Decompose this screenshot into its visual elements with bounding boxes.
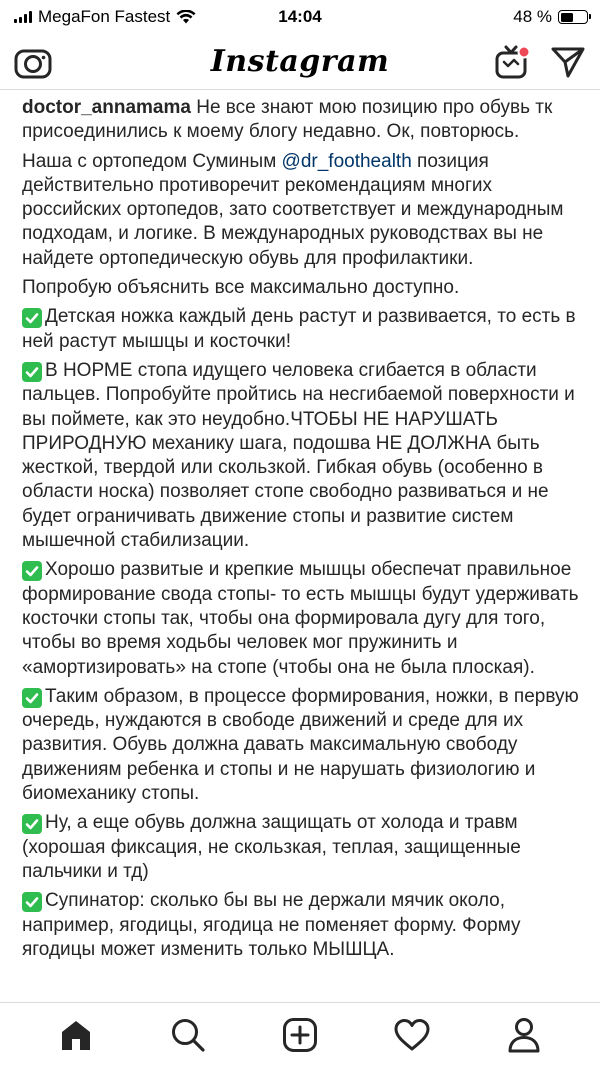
caption-text: Ну, а еще обувь должна защищать от холода и травм (хорошая фиксация, не скользкая, теплая, защищенные пальчики и тд) — [22, 812, 521, 882]
post-username[interactable]: doctor_annamama — [22, 97, 191, 118]
mention-link[interactable]: @dr_foothealth — [281, 150, 412, 172]
nav-right-actions — [494, 44, 586, 80]
caption-text: Супинатор: сколько бы вы не держали мячик около, например, ягодицы, ягодица не поменяет форму. Форму ягодицы может изменить только МЫШЦА. — [22, 890, 521, 960]
status-right — [513, 7, 588, 27]
caption-paragraph — [22, 359, 580, 553]
caption-paragraph: Попробую объяснить все максимально доступно. — [22, 277, 460, 299]
battery-level-fill — [561, 13, 573, 22]
wifi-icon — [176, 10, 196, 24]
caption-text: Наша с ортопедом Суминым — [22, 150, 282, 172]
bottom-tab-bar — [0, 1002, 600, 1066]
caption-paragraph — [22, 811, 580, 884]
caption-intro: Не все знают мою позицию про обувь тк присоединились к моему блогу недавно. Ок, повторюсь. — [22, 97, 553, 143]
caption-paragraph — [22, 685, 580, 806]
caption-text: В НОРМЕ стопа идущего человека сгибается в области пальцев. Попробуйте пройтись на несгибаемой поверхности и вы поймете, как это неудобно.ЧТОБЫ НЕ НАРУШАТЬ ПРИРОДНУЮ механику шага, подошва НЕ ДОЛЖНА быть жесткой, твердой или скользкой. Гибкая обувь (особенно в области носка) позволяет стопе свободно развиваться и не будет ограничивать движение стопы и развитие систем мышечной стабилизации. — [22, 359, 575, 552]
status-bar — [0, 0, 600, 34]
check-mark-button-icon — [22, 308, 42, 328]
tab-home[interactable] — [46, 1005, 106, 1065]
caption-text: Хорошо развитые и крепкие мышцы обеспечат правильное формирование свода стопы- то есть мышцы будут удерживать косточки стопы так, чтобы она формировала дугу для того, чтобы во время ходьбы человек мог пружинить и «амортизировать» на стопе (чтобы она не была плоская). — [22, 559, 579, 678]
home-icon — [59, 1018, 93, 1052]
plus-square-icon — [282, 1017, 318, 1053]
battery-percent: 48 % — [513, 7, 552, 26]
caption-paragraph — [22, 558, 580, 679]
check-mark-button-icon — [22, 688, 42, 708]
status-time: 14:04 — [278, 7, 322, 26]
camera-button[interactable] — [14, 45, 52, 79]
check-mark-button-icon — [22, 362, 42, 382]
direct-messages-button[interactable] — [550, 45, 586, 79]
check-mark-button-icon — [22, 561, 42, 581]
signal-strength-icon — [14, 11, 32, 23]
heart-icon — [393, 1018, 431, 1052]
igtv-button[interactable] — [494, 44, 530, 80]
caption-paragraph — [22, 96, 580, 145]
instagram-logo: Instagram — [210, 44, 390, 79]
caption-paragraph — [22, 305, 580, 354]
notification-dot — [519, 46, 530, 57]
tab-search[interactable] — [158, 1005, 218, 1065]
status-left — [14, 7, 196, 27]
tab-activity[interactable] — [382, 1005, 442, 1065]
tab-profile[interactable] — [494, 1005, 554, 1065]
caption-text: Детская ножка каждый день растут и развивается, то есть в ней растут мышцы и косточки! — [22, 306, 576, 352]
camera-icon — [14, 45, 52, 79]
caption-text: Таким образом, в процессе формирования, ножки, в первую очередь, нуждаются в свободе движений и среде для их развития. Обувь должна давать максимальную свободу движениям ребенка и стопы и не нарушать физиологию и биомеханику стопы. — [22, 685, 579, 805]
check-mark-button-icon — [22, 892, 42, 912]
top-navigation — [0, 34, 600, 90]
igtv-icon — [494, 44, 530, 80]
tab-new-post[interactable] — [270, 1005, 330, 1065]
person-icon — [507, 1017, 541, 1053]
caption-paragraph — [22, 150, 580, 271]
caption-text: позиция действительно противоречит рекомендациям многих российских ортопедов, зато соответствует и международным подходам, и логике. В международных руководствах вы не найдете ортопедическую обувь для профилактики. — [22, 150, 564, 269]
search-icon — [170, 1017, 206, 1053]
carrier-name: MegaFon Fastest — [38, 7, 171, 26]
battery-icon — [558, 10, 588, 24]
caption-paragraph — [22, 889, 580, 962]
paper-plane-icon — [550, 45, 586, 79]
check-mark-button-icon — [22, 814, 42, 834]
post-caption — [22, 96, 580, 998]
